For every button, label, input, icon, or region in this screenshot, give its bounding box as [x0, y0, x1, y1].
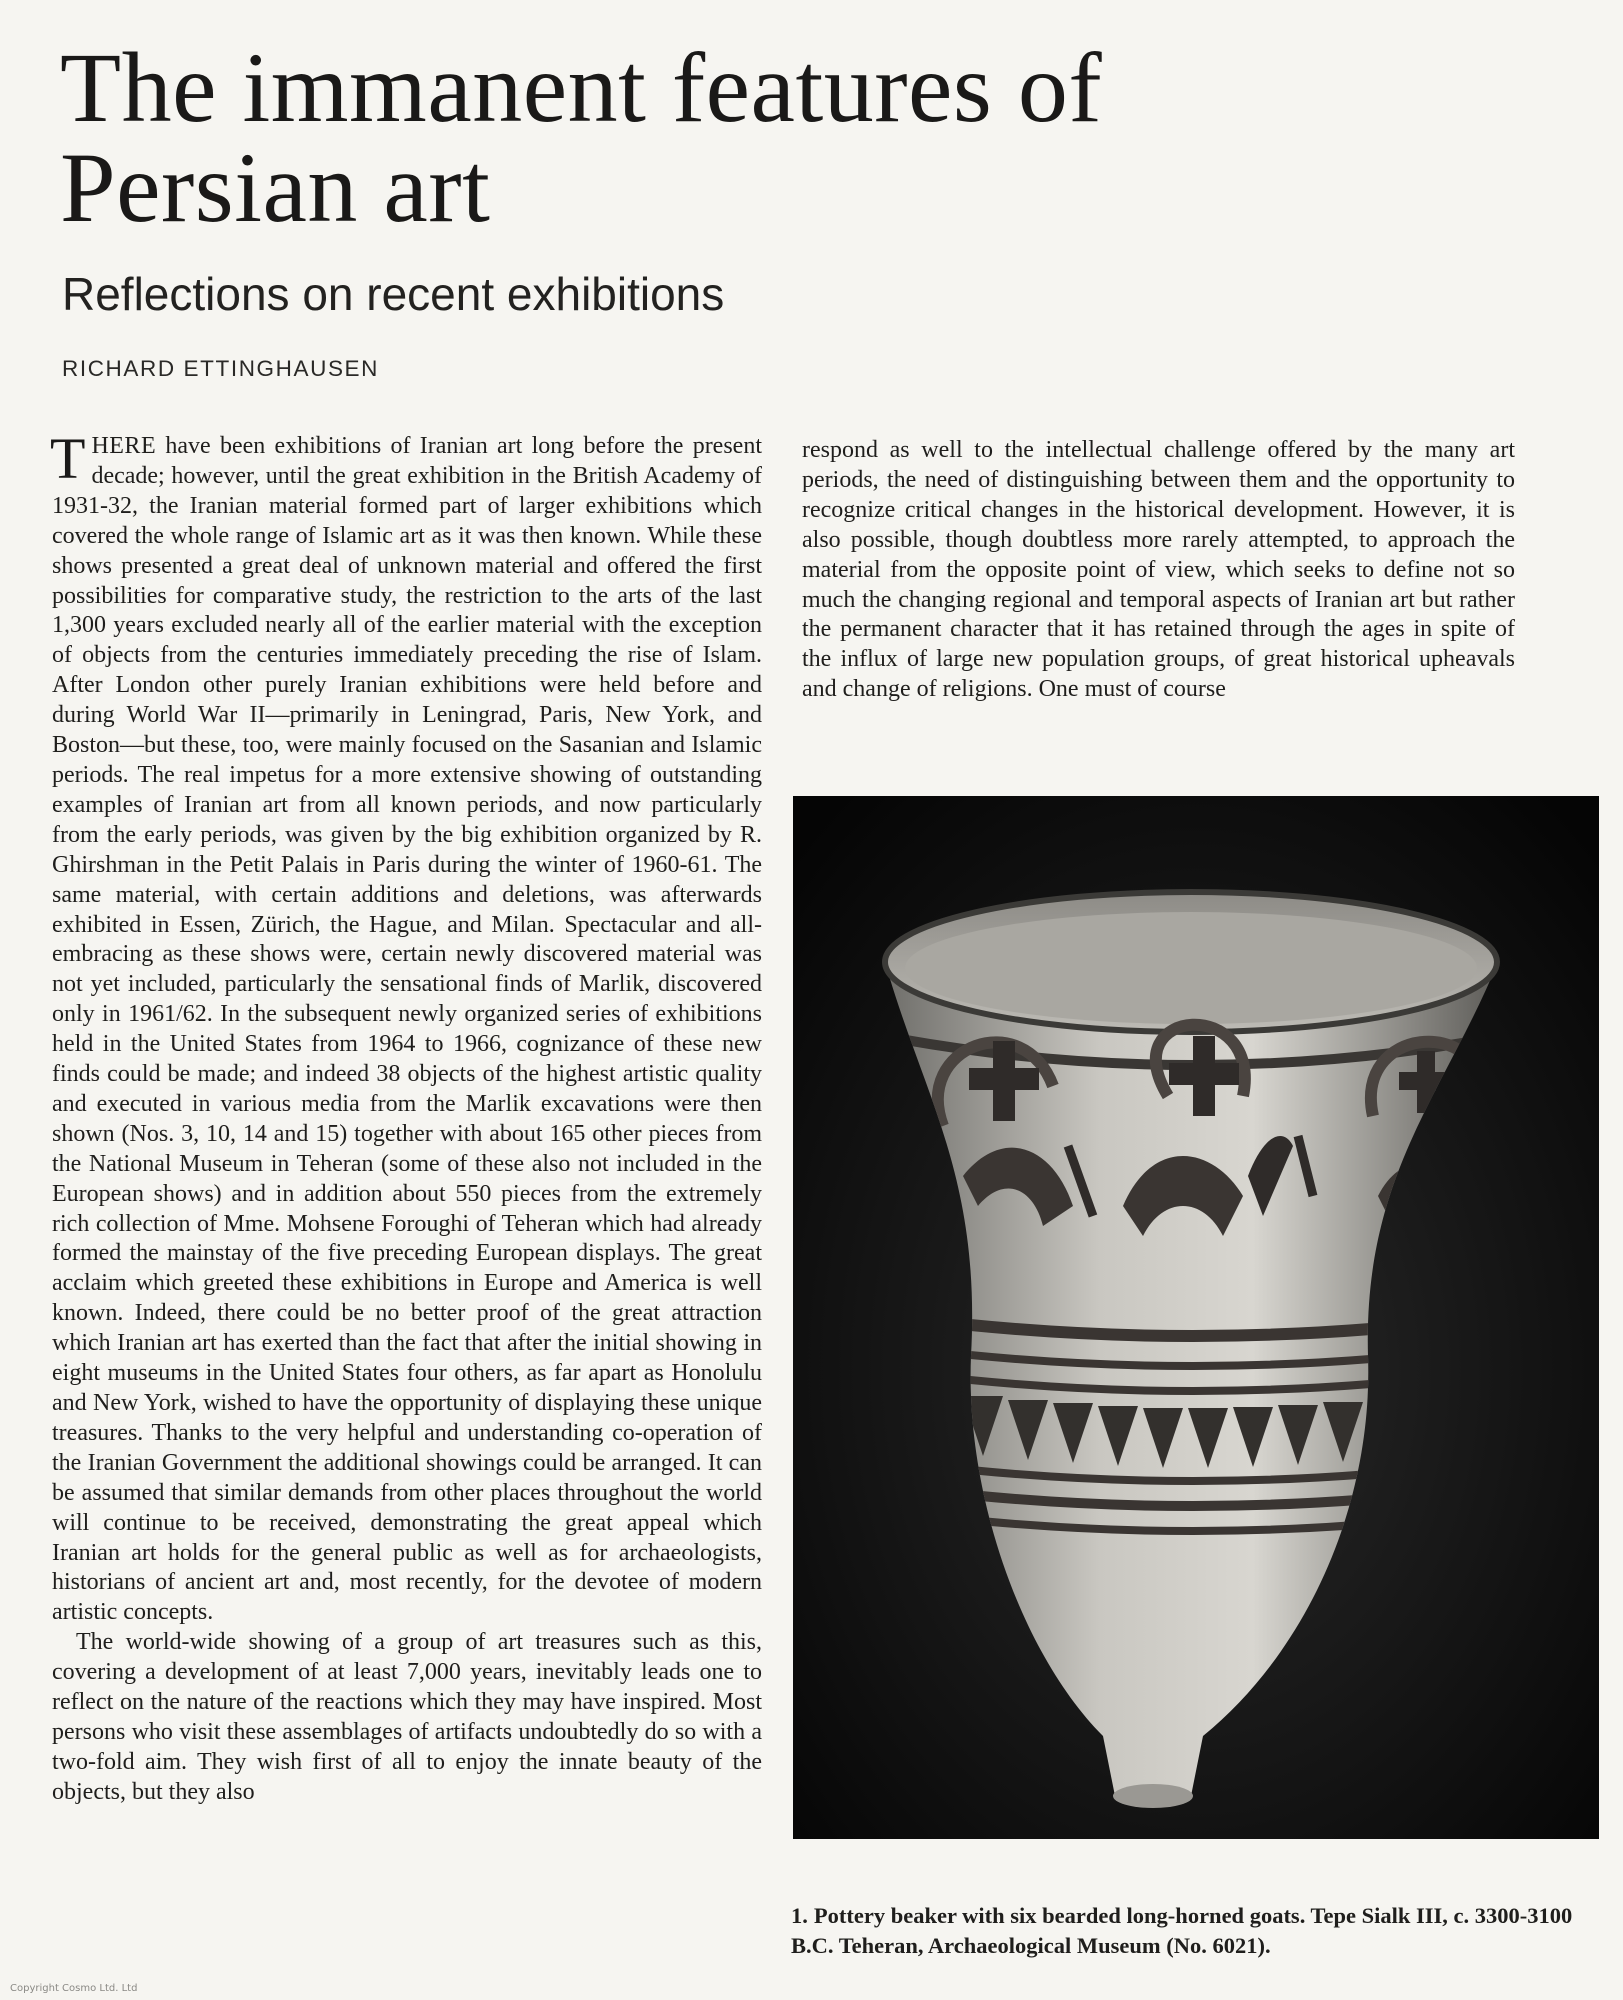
- figure-caption: [791, 1901, 1611, 1961]
- text-column-left: [50, 426, 762, 1808]
- drop-cap: T: [50, 426, 86, 491]
- paragraph-right-1: respond as well to the intellectual challenge offered by the many art periods, the need of distinguishing between them and the opportunity to recognize critical changes in the historical development. However, it is also possible, though doubtless more rarely attempted, to approach the material from the opposite point of view, which seeks to define not so much the changing regional and temporal aspects of Iranian art but rather the permanent character that it has retained through the ages in spite of the influx of large new population groups, of great historical upheavals and change of religions. One must of course: [802, 437, 1515, 703]
- lead-in-caps: HERE: [91, 433, 157, 459]
- title-line-2: Persian art: [60, 132, 491, 243]
- paragraph-1: [50, 426, 762, 1628]
- article-subtitle: Reflections on recent exhibitions: [62, 268, 725, 320]
- paragraph-2: The world-wide showing of a group of art treasures such as this, covering a development of at least 7,000 years, inevitably leads one to reflect on the nature of the reactions which they may have inspired. Most persons who visit these assemblages of artifacts undoubtedly do so with a two-fold aim. They wish first of all to enjoy the innate beauty of the objects, but they also: [52, 1629, 762, 1805]
- article-title: [60, 32, 1560, 243]
- author-byline: RICHARD ETTINGHAUSEN: [62, 356, 380, 381]
- figure-number: 1.: [791, 1903, 808, 1928]
- figure-photo-pottery-beaker: [793, 796, 1599, 1839]
- pottery-beaker-illustration: [793, 796, 1599, 1839]
- copyright-watermark: Copyright Cosmo Ltd. Ltd: [10, 1983, 138, 1994]
- figure-caption-text: Pottery beaker with six bearded long-horned goats. Tepe Sialk III, c. 3300-3100 B.C. Teheran, Archaeological Museum (No. 6021).: [791, 1903, 1573, 1958]
- title-line-1: The immanent features of: [60, 32, 1103, 143]
- paragraph-1-text: have been exhibitions of Iranian art long before the present decade; however, until the great exhibition in the British Academy of 1931-32, the Iranian material formed part of larger exhibitions which covered the whole range of Islamic art as it was then known. While these shows presented a great deal of unknown material and offered the first possibilities for comparative study, the restriction to the arts of the last 1,300 years excluded nearly all of the earlier material with the exception of objects from the centuries immediately preceding the rise of Islam. After London other purely Iranian exhibitions were held before and during World War II—primarily in Leningrad, Paris, New York, and Boston—but these, too, were mainly focused on the Sasanian and Islamic periods. The real impetus for a more extensive showing of outstanding examples of Iranian art from all known periods, and now particularly from the early periods, was given by the big exhibition organized by R. Ghirshman in the Petit Palais in Paris during the winter of 1960-61. The same material, with certain additions and deletions, was afterwards exhibited in Essen, Zürich, the Hague, and Milan. Spectacular and all-embracing as these shows were, certain newly discovered material was not yet included, particularly the sensational finds of Marlik, discovered only in 1961/62. In the subsequent newly organized series of exhibitions held in the United States from 1964 to 1966, cognizance of these new finds could be made; and indeed 38 objects of the highest artistic quality and executed in various media from the Marlik excavations were then shown (Nos. 3, 10, 14 and 15) together with about 165 other pieces from the National Museum in Teheran (some of these also not included in the European shows) and in addition about 550 pieces from the extremely rich collection of Mme. Mohsene Foroughi of Teheran which had already formed the mainstay of the five preceding European displays. The great acclaim which greeted these exhibitions in Europe and America is well known. Indeed, there could be no better proof of the great attraction which Iranian art has exerted than the fact that after the initial showing in eight museums in the United States four others, as far apart as Honolulu and New York, wished to have the opportunity of displaying these unique treasures. Thanks to the very helpful and understanding co-operation of the Iranian Government the additional showings could be arranged. It can be assumed that similar demands from other places throughout the world will continue to be received, demonstrating the great appeal which Iranian art holds for the general public as well as for archaeologists, historians of ancient art and, most recently, for the devotee of modern artistic concepts.: [52, 433, 762, 1626]
- text-column-right: [802, 436, 1515, 705]
